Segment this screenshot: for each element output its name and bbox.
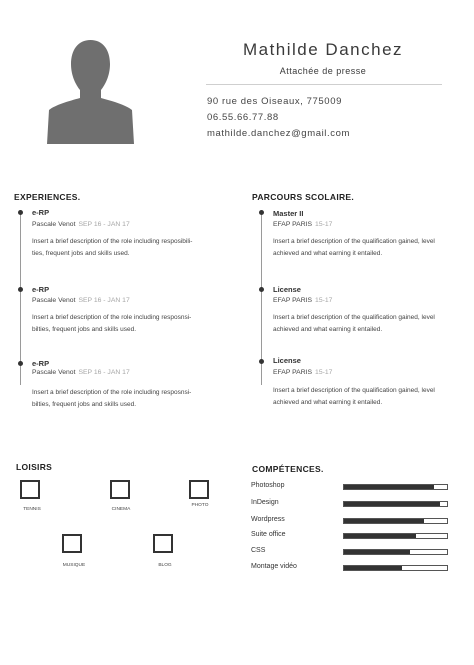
education-dates: 15-17 — [315, 221, 333, 228]
experience-description: Insert a brief description of the role including resposnsi- bilties, frequent jobs and skills used. — [32, 314, 192, 333]
skill-label: Suite office — [251, 531, 286, 538]
education-school-line — [273, 369, 332, 376]
education-title: PARCOURS SCOLAIRE. — [252, 192, 355, 202]
timeline-dot — [18, 210, 23, 215]
experience-title: e-RP — [32, 359, 50, 368]
experience-company: Pascale Venot — [32, 369, 76, 376]
phone-text: 06.55.66.77.88 — [207, 112, 279, 123]
experience-company-line — [32, 221, 130, 228]
hobby-label: BLOG — [158, 563, 172, 568]
timeline-dot — [259, 359, 264, 364]
experience-company-line — [32, 369, 130, 376]
experience-dates: SEP 16 - JAN 17 — [78, 369, 130, 376]
skill-label: Wordpress — [251, 516, 285, 523]
skill-bar — [343, 565, 448, 571]
timeline-dot — [259, 287, 264, 292]
hobby-box-musique — [62, 534, 82, 553]
skill-bar — [343, 533, 448, 539]
timeline-dot — [18, 361, 23, 366]
skill-fill — [344, 534, 416, 538]
experience-company-line — [32, 297, 130, 304]
experience-title: e-RP — [32, 285, 50, 294]
experience-dates: SEP 16 - JAN 17 — [78, 221, 130, 228]
skill-fill — [344, 566, 402, 570]
experiences-timeline — [20, 212, 21, 385]
hobby-label: PHOTO — [191, 503, 209, 508]
hobby-label: MUSIQUE — [62, 563, 86, 568]
candidate-role: Attachée de presse — [279, 66, 367, 76]
skill-fill — [344, 519, 424, 523]
skill-label: CSS — [251, 547, 266, 554]
experiences-title: EXPERIENCES. — [14, 192, 81, 202]
hobby-label: TENNIS — [23, 507, 41, 512]
education-description: Insert a brief description of the qualification gained, level achieved and what earning it entailed. — [273, 238, 435, 257]
email-text: mathilde.danchez@gmail.com — [207, 128, 350, 139]
experience-description: Insert a brief description of the role including resposibili- ties, frequent jobs and skills used. — [32, 238, 193, 257]
skill-bar — [343, 518, 448, 524]
timeline-dot — [18, 287, 23, 292]
hobby-box-tennis — [20, 480, 40, 499]
education-dates: 15-17 — [315, 297, 333, 304]
education-title: License — [273, 285, 301, 294]
education-school-line — [273, 221, 332, 228]
address-text: 90 rue des Oiseaux, 775009 — [207, 96, 342, 107]
education-description: Insert a brief description of the qualification gained, level achieved and what earning it entailed. — [273, 387, 435, 406]
experience-dates: SEP 16 - JAN 17 — [78, 297, 130, 304]
skill-label: InDesign — [251, 499, 279, 506]
hobby-label: CINEMA — [111, 507, 131, 512]
skill-bar — [343, 484, 448, 490]
education-title: Master II — [273, 209, 304, 218]
skill-fill — [344, 550, 410, 554]
experience-description: Insert a brief description of the role including resposnsi- bilties, frequent jobs and skills used. — [32, 389, 192, 408]
experience-company: Pascale Venot — [32, 297, 76, 304]
competences-title: COMPÉTENCES. — [252, 464, 324, 474]
skill-fill — [344, 502, 440, 506]
loisirs-title: LOISIRS — [16, 462, 53, 472]
skill-fill — [344, 485, 434, 489]
education-description: Insert a brief description of the qualification gained, level achieved and what earning it entailed. — [273, 314, 435, 333]
skill-bar — [343, 501, 448, 507]
skill-label: Montage vidéo — [251, 563, 297, 570]
hobby-box-cinema — [110, 480, 130, 499]
education-school: EFAP PARIS — [273, 221, 313, 228]
experience-company: Pascale Venot — [32, 221, 76, 228]
experience-title: e-RP — [32, 208, 50, 217]
skill-label: Photoshop — [251, 482, 285, 489]
header-divider — [206, 84, 442, 85]
hobby-box-photo — [189, 480, 209, 499]
profile-avatar — [47, 38, 134, 144]
timeline-dot — [259, 210, 264, 215]
skill-bar — [343, 549, 448, 555]
education-dates: 15-17 — [315, 369, 333, 376]
candidate-name: Mathilde Danchez — [242, 40, 404, 59]
hobby-box-blog — [153, 534, 173, 553]
education-title: License — [273, 356, 301, 365]
education-school: EFAP PARIS — [273, 297, 313, 304]
education-school-line — [273, 297, 332, 304]
education-school: EFAP PARIS — [273, 369, 313, 376]
